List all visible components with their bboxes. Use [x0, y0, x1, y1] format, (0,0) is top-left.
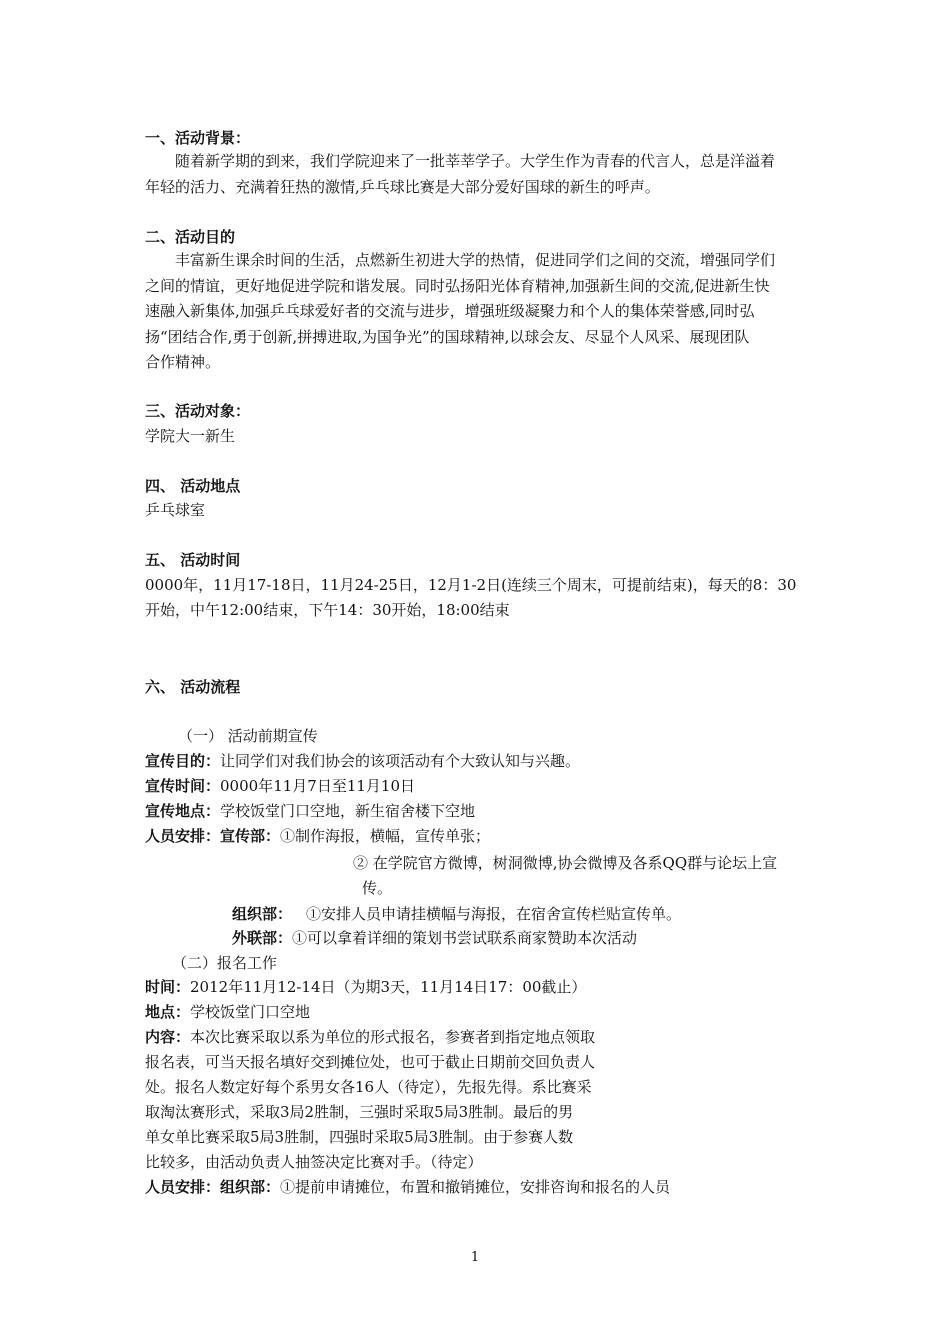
field-label: 宣传目的：	[145, 752, 221, 770]
paragraph-line: 合作精神。	[145, 353, 221, 371]
paragraph-line: 扬“团结合作,勇于创新,拼搏进取,为国争光”的国球精神,以球会友、尽显个人风采、展现团队	[145, 328, 750, 346]
field-row	[145, 1002, 310, 1022]
field-row	[145, 826, 490, 846]
field-label: 人员安排：	[145, 827, 221, 845]
section-heading-time: 五、 活动时间	[145, 551, 241, 569]
paragraph-line: 开始，中午12:00结束，下午14：30开始，18:00结束	[145, 601, 510, 619]
field-label: 人员安排：	[145, 1178, 221, 1196]
field-value: ①制作海报，横幅，宣传单张；	[280, 827, 491, 845]
subsection-title: （二）报名工作	[172, 954, 278, 972]
page-number: 1	[470, 1250, 480, 1265]
field-label: 宣传时间：	[145, 777, 221, 795]
paragraph-line: 学院大一新生	[145, 427, 236, 445]
department-label: 宣传部：	[220, 827, 281, 845]
paragraph-line: 比较多，由活动负责人抽签决定比赛对手。（待定）	[145, 1153, 483, 1171]
field-value: 学校饭堂门口空地，新生宿舍楼下空地	[220, 802, 476, 820]
paragraph-line: 0000年，11月17-18日，11月24-25日，12月1-2日(连续三个周末，可提前结束)，每天的8：30	[145, 576, 797, 594]
section-heading-process: 六、 活动流程	[145, 678, 241, 696]
subsection-title: （一） 活动前期宣传	[178, 727, 318, 745]
field-row	[145, 1177, 670, 1197]
field-row	[145, 776, 415, 796]
field-row	[145, 1027, 595, 1047]
field-value: 本次比赛采取以系为单位的形式报名，参赛者到指定地点领取	[190, 1028, 596, 1046]
list-item: ② 在学院官方微博，树洞微博,协会微博及各系QQ群与论坛上宣	[353, 854, 778, 872]
field-value: 0000年11月7日至11月10日	[220, 777, 415, 795]
field-row	[145, 801, 475, 821]
field-label: 时间：	[145, 978, 191, 996]
section-heading-target: 三、活动对象：	[145, 402, 251, 420]
field-label: 内容：	[145, 1028, 191, 1046]
field-row	[145, 751, 580, 771]
field-value: ①提前申请摊位，布置和撤销摊位，安排咨询和报名的人员	[280, 1178, 671, 1196]
paragraph-line: 取淘汰赛形式，采取3局2胜制，三强时采取5局3胜制。最后的男	[145, 1103, 574, 1121]
field-value: 让同学们对我们协会的该项活动有个大致认知与兴趣。	[220, 752, 581, 770]
field-value: 2012年11月12-14日（为期3天，11月14日17：00截止）	[190, 978, 587, 996]
section-heading-purpose: 二、活动目的	[145, 228, 236, 246]
field-value: ①安排人员申请挂横幅与海报，在宿舍宣传栏贴宣传单。	[306, 905, 682, 923]
paragraph-line: 随着新学期的到来，我们学院迎来了一批莘莘学子。大学生作为青春的代言人，总是洋溢着	[175, 152, 776, 170]
field-row	[232, 928, 637, 948]
paragraph-line: 年轻的活力、充满着狂热的激情,乒乓球比赛是大部分爱好国球的新生的呼声。	[145, 178, 660, 196]
paragraph-line: 报名表，可当天报名填好交到摊位处，也可于截止日期前交回负责人	[145, 1053, 596, 1071]
department-label: 组织部：	[232, 905, 293, 923]
paragraph-line: 速融入新集体,加强乒乓球爱好者的交流与进步，增强班级凝聚力和个人的集体荣誉感,同时弘	[145, 302, 755, 320]
paragraph-line: 之间的情谊，更好地促进学院和谐发展。同时弘扬阳光体育精神,加强新生间的交流,促进新生快	[145, 277, 770, 295]
field-row	[232, 904, 681, 924]
paragraph-line: 单女单比赛采取5局3胜制，四强时采取5局3胜制。由于参赛人数	[145, 1128, 574, 1146]
list-item: 传。	[362, 879, 393, 897]
section-heading-location: 四、 活动地点	[145, 477, 241, 495]
section-heading-background: 一、活动背景：	[145, 129, 251, 147]
paragraph-line: 处。报名人数定好每个系男女各16人（待定），先报先得。系比赛采	[145, 1078, 592, 1096]
field-value: 学校饭堂门口空地	[190, 1003, 311, 1021]
department-label: 组织部：	[220, 1178, 281, 1196]
field-row	[145, 977, 586, 997]
paragraph-line: 乒乓球室	[145, 501, 206, 519]
field-label: 地点：	[145, 1003, 191, 1021]
field-label: 宣传地点：	[145, 802, 221, 820]
department-label: 外联部：	[232, 929, 293, 947]
field-value: ①可以拿着详细的策划书尝试联系商家赞助本次活动	[292, 929, 638, 947]
paragraph-line: 丰富新生课余时间的生活，点燃新生初进大学的热情，促进同学们之间的交流，增强同学们	[175, 251, 776, 269]
